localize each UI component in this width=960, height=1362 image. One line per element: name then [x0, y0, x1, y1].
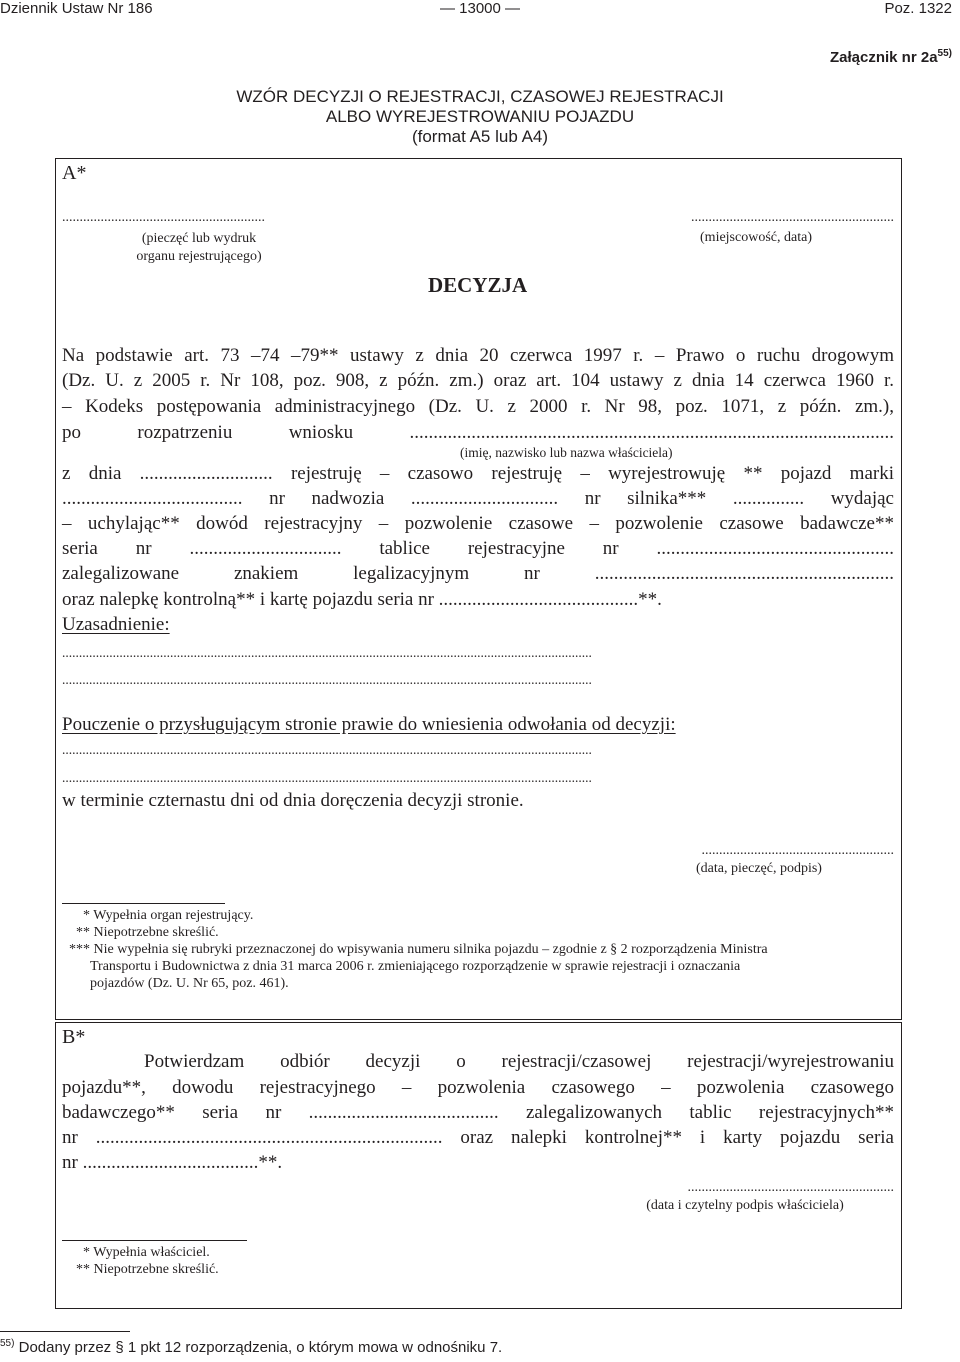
- signature-field[interactable]: .......................................................: [701, 843, 894, 858]
- footnote-1: * Wypełnia organ rejestrujący.: [83, 908, 254, 923]
- decision-heading: DECYZJA: [428, 273, 528, 297]
- justification-label: Uzasadnienie:: [62, 614, 170, 635]
- stamp-caption: [62, 230, 336, 266]
- section-a-marker: A*: [62, 162, 87, 184]
- registration-line3: – uchylając** dowód rejestracyjny – pozwolenie czasowe – pozwolenie czasowe badawcze**: [62, 513, 894, 534]
- section-b-footnotes: [62, 1244, 219, 1278]
- registration-line4[interactable]: seria nr ................................ tablice rejestracyjne nr ..................................................: [62, 538, 894, 559]
- page-footnote: $^{55)}$ Dodany przez § 1 pkt 12 rozporządzenia, o którym mowa w odnośniku 7.: [0, 1338, 503, 1356]
- instruction-field-2[interactable]: .............................................................................................................................................................: [62, 770, 592, 785]
- legal-basis-line1: Na podstawie art. 73 –74 –79** ustawy z dnia 20 czerwca 1997 r. – Prawo o ruchu drogowym: [62, 345, 894, 366]
- justification-field-1[interactable]: .............................................................................................................................................................: [62, 645, 592, 660]
- footnote-3-cont1: Transportu i Budownictwa z dnia 31 marca 2006 r. zmieniającego rozporządzenie w sprawie rejestracji i oznaczania: [90, 959, 741, 974]
- owner-signature-caption: (data i czytelny podpis właściciela): [646, 1198, 844, 1213]
- owner-caption: (imię, nazwisko lub nazwa właściciela): [460, 445, 673, 460]
- section-a-footnotes: [62, 907, 768, 992]
- place-date-field[interactable]: ..........................................................: [691, 210, 894, 225]
- stamp-caption-line2: organu rejestrującego): [136, 249, 262, 264]
- page-footnote-divider: [0, 1331, 130, 1332]
- legal-basis-line3: – Kodeks postępowania administracyjnego (Dz. U. z 2000 r. Nr 98, poz. 1071, z późn. zm.),: [62, 396, 894, 417]
- section-b-footnote-1: * Wypełnia właściciel.: [83, 1245, 210, 1260]
- registration-line1[interactable]: z dnia ............................ rejestruję – czasowo rejestruję – wyrejestrowuję ** pojazd marki: [62, 463, 894, 484]
- place-date-caption: (miejscowość, data): [700, 230, 812, 245]
- receipt-line4[interactable]: nr ......................................................................... oraz nalepki kontrolnej** i karty pojazdu seria: [62, 1127, 894, 1148]
- footnote-divider: [62, 903, 225, 904]
- page-number: — 13000 —: [439, 0, 521, 17]
- owner-signature-field[interactable]: ...........................................................: [687, 1180, 894, 1195]
- receipt-line1: Potwierdzam odbiór decyzji o rejestracji/czasowej rejestracji/wyrejestrowaniu: [144, 1051, 894, 1072]
- footnote-3-cont2: pojazdów (Dz. U. Nr 65, poz. 461).: [90, 976, 289, 991]
- application-line[interactable]: po rozpatrzeniu wniosku ......................................................................................................: [62, 422, 894, 443]
- form-title-line1: WZÓR DECYZJI O REJESTRACJI, CZASOWEJ REJESTRACJI: [236, 87, 724, 106]
- registration-line6[interactable]: oraz nalepkę kontrolną** i kartę pojazdu seria nr ..........................................**.: [62, 589, 662, 610]
- deadline-text: w terminie czternastu dni od dnia doręczenia decyzji stronie.: [62, 790, 524, 811]
- stamp-field[interactable]: ..........................................................: [62, 210, 265, 225]
- instruction-field-1[interactable]: .............................................................................................................................................................: [62, 742, 592, 757]
- registration-line2[interactable]: ...................................... nr nadwozia ............................... nr silnika*** ............... wydając: [62, 488, 894, 509]
- section-b-footnote-divider: [62, 1240, 247, 1241]
- signature-caption: (data, pieczęć, podpis): [696, 861, 822, 876]
- receipt-line2: pojazdu**, dowodu rejestracyjnego – pozwolenia czasowego – pozwolenia czasowego: [62, 1077, 894, 1098]
- receipt-line5[interactable]: nr .....................................**.: [62, 1152, 283, 1173]
- footnote-2: ** Niepotrzebne skreślić.: [76, 925, 219, 940]
- annex-label: Załącznik nr $2a^{55)}$: [829, 48, 952, 66]
- instruction-label: Pouczenie o przysługującym stronie prawie do wniesienia odwołania od decyzji:: [62, 714, 676, 735]
- section-b-marker: B*: [62, 1026, 86, 1048]
- section-b-footnote-2: ** Niepotrzebne skreślić.: [76, 1262, 219, 1277]
- journal-title: Dziennik Ustaw Nr 186: [0, 0, 153, 17]
- form-format: (format A5 lub A4): [411, 127, 549, 146]
- justification-field-2[interactable]: .............................................................................................................................................................: [62, 672, 592, 687]
- receipt-line3[interactable]: badawczego** seria nr ........................................ zalegalizowanych tablic rejestracyjnych**: [62, 1102, 894, 1123]
- footnote-3: *** Nie wypełnia się rubryki przeznaczonej do wpisywania numeru silnika pojazdu – zgodnie z § 2 rozporządzenia Ministra: [69, 942, 768, 957]
- form-title-line2: ALBO WYREJESTROWANIU POJAZDU: [325, 107, 635, 126]
- registration-line5[interactable]: zalegalizowane znakiem legalizacyjnym nr ...............................................................: [62, 563, 894, 584]
- position-number: Poz. 1322: [884, 0, 952, 17]
- stamp-caption-line1: (pieczęć lub wydruk: [141, 231, 257, 246]
- legal-basis-line2: (Dz. U. z 2005 r. Nr 108, poz. 908, z późn. zm.) oraz art. 104 ustawy z dnia 14 czerwca 1960 r.: [62, 370, 894, 391]
